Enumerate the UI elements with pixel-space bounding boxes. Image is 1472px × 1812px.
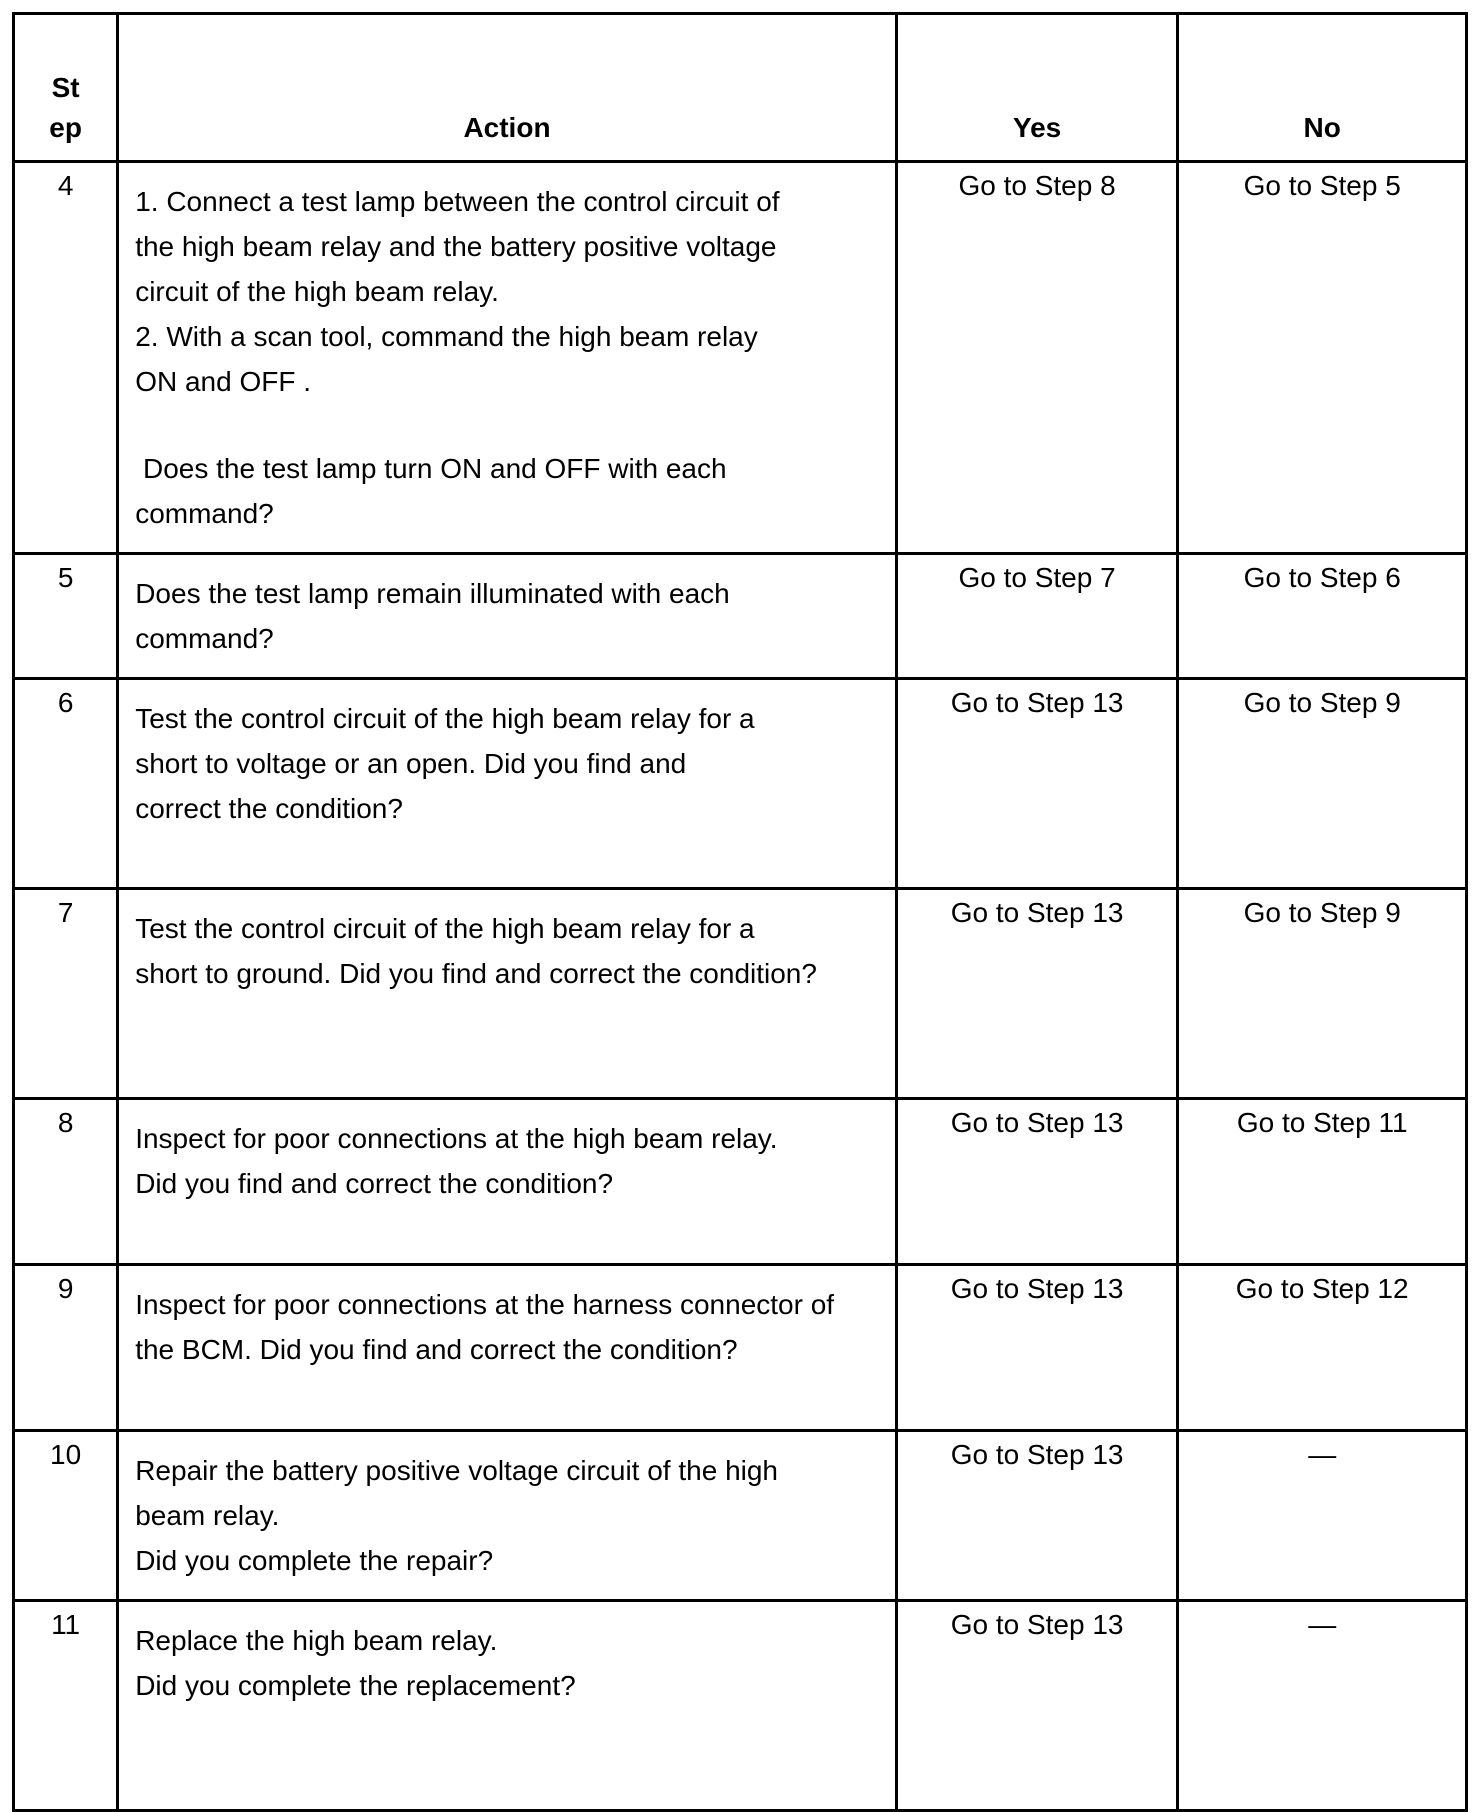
header-no: No bbox=[1178, 14, 1467, 162]
step-number: 11 bbox=[14, 1601, 118, 1811]
step-number: 6 bbox=[14, 679, 118, 889]
action-line: Does the test lamp remain illuminated with each bbox=[135, 578, 730, 609]
action-cell bbox=[118, 1431, 897, 1601]
action-line: Repair the battery positive voltage circuit of the high bbox=[135, 1455, 778, 1486]
no-result: Go to Step 12 bbox=[1178, 1265, 1467, 1431]
header-step bbox=[14, 14, 118, 162]
action-line: short to voltage or an open. Did you find and bbox=[135, 748, 687, 779]
action-line: Did you complete the repair? bbox=[135, 1545, 494, 1576]
diagnostic-table bbox=[12, 12, 1468, 1812]
action-line: Test the control circuit of the high beam relay for a bbox=[135, 703, 755, 734]
header-step-line1: St bbox=[51, 72, 80, 103]
no-result: Go to Step 9 bbox=[1178, 679, 1467, 889]
no-result: — bbox=[1178, 1431, 1467, 1601]
action-line: Did you find and correct the condition? bbox=[135, 1168, 614, 1199]
action-line: correct the condition? bbox=[135, 793, 403, 824]
action-cell bbox=[118, 1601, 897, 1811]
yes-result: Go to Step 13 bbox=[896, 889, 1178, 1099]
action-cell bbox=[118, 679, 897, 889]
step-number: 5 bbox=[14, 554, 118, 679]
table-row bbox=[14, 1265, 1467, 1431]
action-line: Did you complete the replacement? bbox=[135, 1670, 576, 1701]
step-number: 10 bbox=[14, 1431, 118, 1601]
header-yes: Yes bbox=[896, 14, 1178, 162]
step-number: 7 bbox=[14, 889, 118, 1099]
action-line: Replace the high beam relay. bbox=[135, 1625, 498, 1656]
step-number: 4 bbox=[14, 162, 118, 554]
yes-result: Go to Step 13 bbox=[896, 1431, 1178, 1601]
table-row bbox=[14, 1431, 1467, 1601]
action-line: Inspect for poor connections at the high beam relay. bbox=[135, 1123, 778, 1154]
table-row bbox=[14, 554, 1467, 679]
table-row bbox=[14, 1601, 1467, 1811]
table-row bbox=[14, 1099, 1467, 1265]
yes-result: Go to Step 8 bbox=[896, 162, 1178, 554]
action-line: 2. With a scan tool, command the high beam relay bbox=[135, 321, 758, 352]
step-number: 8 bbox=[14, 1099, 118, 1265]
action-cell bbox=[118, 1099, 897, 1265]
table-row bbox=[14, 679, 1467, 889]
action-line: Test the control circuit of the high beam relay for a bbox=[135, 913, 755, 944]
action-line: 1. Connect a test lamp between the control circuit of bbox=[135, 186, 780, 217]
question-line: command? bbox=[135, 498, 274, 529]
action-line: circuit of the high beam relay. bbox=[135, 276, 499, 307]
action-line: the high beam relay and the battery positive voltage bbox=[135, 231, 777, 262]
action-line: command? bbox=[135, 623, 274, 654]
action-line: Inspect for poor connections at the harness connector of bbox=[135, 1289, 835, 1320]
header-row bbox=[14, 14, 1467, 162]
yes-result: Go to Step 13 bbox=[896, 679, 1178, 889]
no-result: Go to Step 9 bbox=[1178, 889, 1467, 1099]
action-line: ON and OFF . bbox=[135, 366, 312, 397]
action-cell bbox=[118, 889, 897, 1099]
no-result: Go to Step 11 bbox=[1178, 1099, 1467, 1265]
action-cell bbox=[118, 162, 897, 554]
question-line: Does the test lamp turn ON and OFF with each bbox=[135, 453, 727, 484]
step-number: 9 bbox=[14, 1265, 118, 1431]
action-line: beam relay. bbox=[135, 1500, 280, 1531]
yes-result: Go to Step 13 bbox=[896, 1601, 1178, 1811]
no-result: Go to Step 6 bbox=[1178, 554, 1467, 679]
table-row bbox=[14, 162, 1467, 554]
header-step-line2: ep bbox=[49, 112, 82, 143]
yes-result: Go to Step 13 bbox=[896, 1099, 1178, 1265]
action-cell bbox=[118, 1265, 897, 1431]
action-line: the BCM. Did you find and correct the condition? bbox=[135, 1334, 738, 1365]
table-row bbox=[14, 889, 1467, 1099]
action-cell bbox=[118, 554, 897, 679]
yes-result: Go to Step 13 bbox=[896, 1265, 1178, 1431]
header-action: Action bbox=[118, 14, 897, 162]
no-result: Go to Step 5 bbox=[1178, 162, 1467, 554]
no-result: — bbox=[1178, 1601, 1467, 1811]
action-line: short to ground. Did you find and correct the condition? bbox=[135, 958, 817, 989]
yes-result: Go to Step 7 bbox=[896, 554, 1178, 679]
